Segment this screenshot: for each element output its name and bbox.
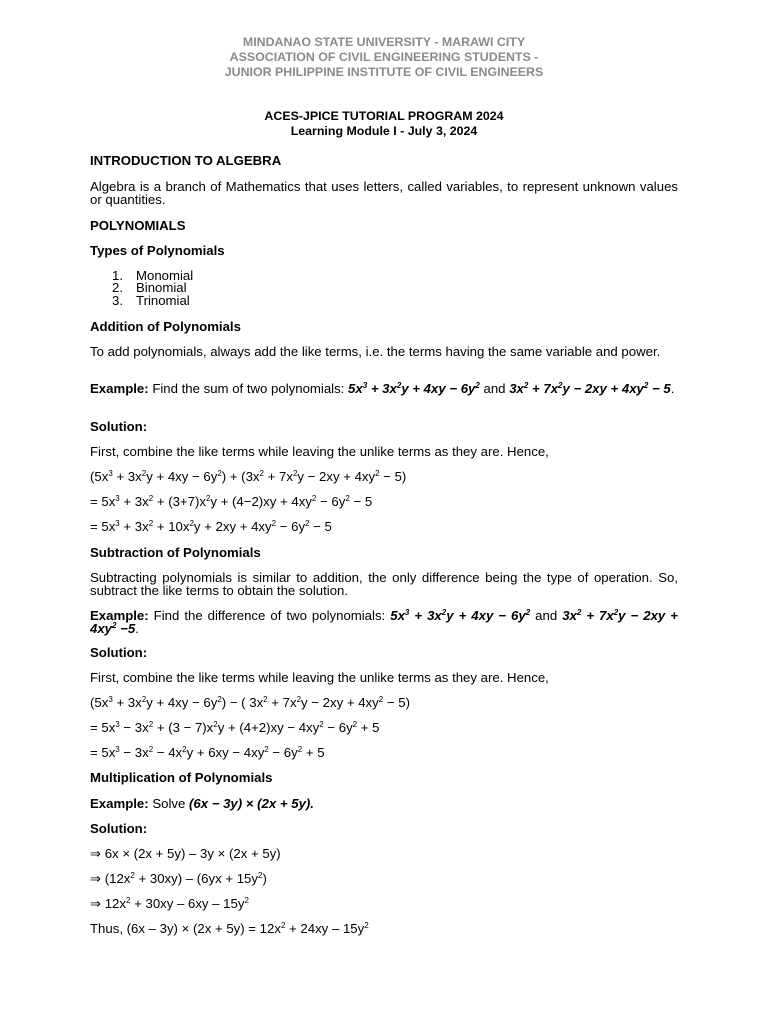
implies-icon: ⇒: [90, 846, 102, 861]
university-name: MINDANAO STATE UNIVERSITY - MARAWI CITY: [242, 35, 526, 49]
institute-name: JUNIOR PHILIPPINE INSTITUTE OF CIVIL ENGINEERS: [224, 65, 544, 79]
multiplication-step-3: ⇒ $12x^2 + 30xy - 6xy - 15y^2$: [90, 896, 249, 911]
addition-example: Example: Find the sum of two polynomials: $5x^3 + 3x^2y + 4xy - 6y^2$ and $3x^2 + 7x^2y - 2xy + 4xy^2 - 5$.: [90, 381, 675, 396]
multiplication-example: Example: Solve (6x − 3y) × (2x + 5y).: [90, 796, 314, 811]
intro-heading: INTRODUCTION TO ALGEBRA: [90, 153, 282, 168]
addition-step-intro: First, combine the like terms while leaving the unlike terms as they are. Hence,: [90, 444, 549, 459]
types-heading: Types of Polynomials: [90, 243, 225, 258]
intro-text: Algebra is a branch of Mathematics that uses letters, called variables, to represent unknown values or quantities.: [90, 179, 678, 207]
list-item: 2. Binomial: [112, 280, 187, 295]
association-name: ASSOCIATION OF CIVIL ENGINEERING STUDENTS -: [229, 50, 539, 64]
addition-solution-label: Solution:: [90, 419, 148, 434]
implies-icon: ⇒: [90, 871, 102, 886]
addition-step-2: = $5x^3 + 3x^2 + (3+7)x^2y + (4-2)xy + 4xy^2 - 6y^2 - 5$: [90, 494, 373, 509]
multiplication-solution-label: Solution:: [90, 821, 148, 836]
subtraction-step-1: $(5x^3 + 3x^2y + 4xy - 6y^2)$ − ( $3x^2 + 7x^2y - 2xy + 4xy^2 - 5$): [90, 695, 410, 710]
subtraction-step-2: = $5x^3 - 3x^2 + (3 - 7)x^2y + (4+2)xy - 4xy^2 - 6y^2 + 5$: [90, 720, 380, 735]
polynomials-heading: POLYNOMIALS: [90, 218, 186, 233]
subtraction-step-intro: First, combine the like terms while leaving the unlike terms as they are. Hence,: [90, 670, 549, 685]
multiplication-result: Thus, $(6x - 3y) \times (2x + 5y) = 12x^2 + 24xy - 15y^2$: [90, 921, 369, 936]
subtraction-text: Subtracting polynomials is similar to addition, the only difference being the type of operation. So, subtract the like terms to obtain the solution.: [90, 570, 678, 598]
multiplication-step-2: ⇒ $(12x^2 + 30xy) - (6yx + 15y^2)$: [90, 871, 267, 886]
list-item: 3. Trinomial: [112, 293, 190, 308]
subtraction-step-3: = $5x^3 - 3x^2 - 4x^2y + 6xy - 4xy^2 - 6y^2 + 5$: [90, 745, 325, 760]
addition-step-1: $(5x^3 + 3x^2y + 4xy - 6y^2) + (3x^2 + 7x^2y - 2xy + 4xy^2 - 5)$: [90, 469, 407, 484]
multiplication-heading: Multiplication of Polynomials: [90, 770, 273, 785]
subtraction-example: Example: Find the difference of two polynomials: $5x^3 + 3x^2y + 4xy - 6y^2$ and $3x^2 + 7x^2y - 2xy + 4xy^2 -5$.: [90, 608, 678, 636]
addition-text: To add polynomials, always add the like terms, i.e. the terms having the same variable and power.: [90, 344, 661, 359]
addition-heading: Addition of Polynomials: [90, 319, 241, 334]
list-item: 1. Monomial: [112, 268, 194, 283]
multiplication-step-1: ⇒ 6x × (2x + 5y) – 3y × (2x + 5y): [90, 846, 281, 861]
addition-step-3: = $5x^3 + 3x^2 + 10x^2y + 2xy + 4xy^2 - 6y^2 - 5$: [90, 519, 332, 534]
implies-icon: ⇒: [90, 896, 102, 911]
subtraction-heading: Subtraction of Polynomials: [90, 545, 261, 560]
program-title: ACES-JPICE TUTORIAL PROGRAM 2024: [264, 109, 504, 123]
subtraction-solution-label: Solution:: [90, 645, 148, 660]
module-title: Learning Module I - July 3, 2024: [290, 124, 478, 138]
